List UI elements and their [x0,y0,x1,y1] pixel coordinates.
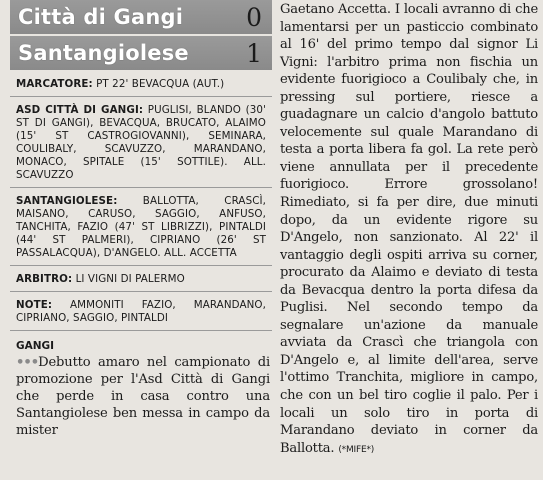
right-column [280,0,538,459]
article-body-left [10,354,272,439]
referee-block [10,265,272,291]
left-column [10,0,272,439]
away-team-score: 1 [246,38,262,68]
lead-dots: ••• [16,355,39,370]
scorer-block [10,75,272,96]
referee-text: LI VIGNI DI PALERMO [75,273,185,285]
scorer-text: PT 22' BEVACQUA (AUT.) [96,78,225,90]
referee-label: ARBITRO: [16,273,73,285]
home-score-band [10,0,272,34]
notes-block [10,291,272,330]
away-lineup-block [10,187,272,265]
home-lineup-text: PUGLISI, BLANDO (30' ST DI GANGI), BEVACQUA, BRUCATO, ALAIMO (15' ST CASTROGIOVANNI), SEMINARA, COULIBALY, SCAVUZZO, MARANDANO, MONACO, SPITALE (15' SOTTILE). ALL. SCAVUZZO [16,104,267,181]
scorer-label: MARCATORE: [16,78,93,90]
home-team-name: Città di Gangi [18,5,184,29]
away-team-name: Santangiolese [18,41,189,65]
notes-label: NOTE: [16,299,53,311]
article-body-right [280,0,538,459]
home-lineup-label: ASD CITTÀ DI GANGI: [16,104,144,116]
home-lineup-block [10,96,272,187]
away-score-band [10,36,272,70]
away-lineup-label: SANTANGIOLESE: [16,195,118,207]
author-signature: (*MIFE*) [338,444,375,455]
notes-text: AMMONITI FAZIO, MARANDANO, CIPRIANO, SAGGIO, PINTALDI [16,299,267,324]
article-continuation-text: Gaetano Accetta. I locali avranno di che lamentarsi per un pasticcio combinato al 16' del primo tempo dal signor Li Vigni: l'arbitro prima non fischia un evidente fuorigioco a Coulibaly che, in pressing sul portiere, riesce a guadagnare un calcio d'angolo battuto velocemente sul quale Marandano di testa a porta libera fa gol. La rete però viene annullata per il precedente fuorigioco. Errore grossolano! Rimediato, si fa per dire, due minuti dopo, da un evidente rigore su D'Angelo, non sanzionato. Al 22' il vantaggio degli ospiti arriva su corner, procurato da Alaimo e deviato di testa da Bevacqua dentro la porta difesa da Puglisi. Nel secondo tempo da segnalare un'azione da manuale avviata da Crascì che triangola con D'Angelo e, al limite dell'area, serve l'ottimo Tranchita, migliore in campo, che con un bel tiro coglie il palo. Per i locali un solo tiro in porta di Marandano deviato in corner da Ballotta. [280,2,538,456]
away-lineup-text: BALLOTTA, CRASCÌ, MAISANO, CARUSO, SAGGIO, ANFUSO, TANCHITA, FAZIO (47' ST LIBRIZZI), PINTALDI (44' ST PALMERI), CIPRIANO (26' ST PASSALACQUA), D'ANGELO. ALL. ACCETTA [16,195,267,259]
home-team-score: 0 [246,2,262,32]
article-dateline: GANGI [10,330,272,354]
article-lead-text: Debutto amaro nel campionato di promozione per l'Asd Città di Gangi che perde in casa contro una Santangiolese ben messa in campo da mister [16,355,270,438]
